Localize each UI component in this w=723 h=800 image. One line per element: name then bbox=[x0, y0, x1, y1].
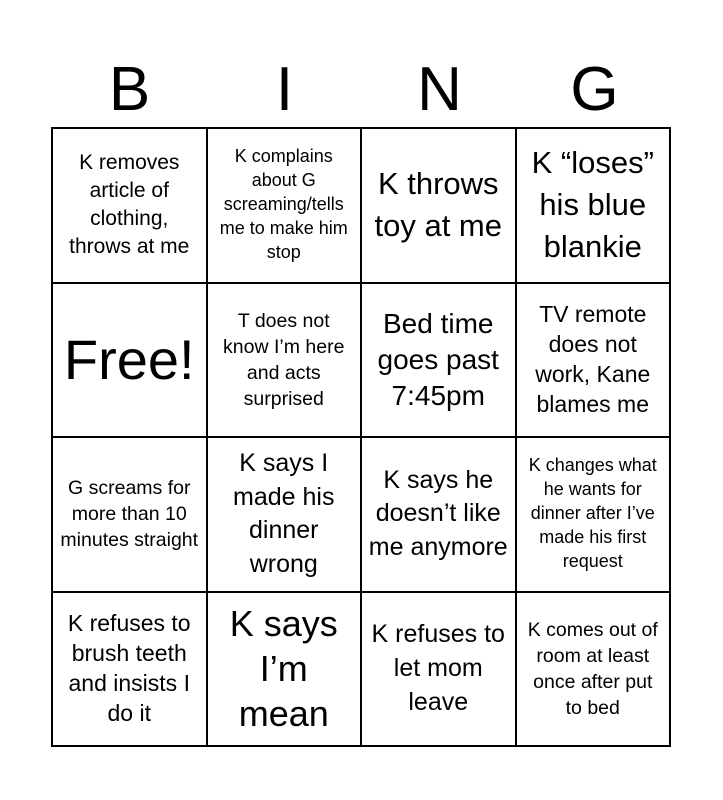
bingo-cell-r1c2[interactable]: K complains about G screaming/tells me to make him stop bbox=[207, 128, 362, 283]
bingo-cell-r3c4[interactable]: K changes what he wants for dinner after I’ve made his first request bbox=[516, 437, 671, 592]
bingo-cell-r4c2[interactable]: K says I’m mean bbox=[207, 592, 362, 747]
bingo-cell-free[interactable]: Free! bbox=[52, 283, 207, 438]
bingo-cell-r3c2[interactable]: K says I made his dinner wrong bbox=[207, 437, 362, 592]
bingo-cell-r1c3[interactable]: K throws toy at me bbox=[361, 128, 516, 283]
header-letter-b: B bbox=[108, 55, 151, 124]
bingo-board bbox=[51, 127, 671, 747]
header-letter-n: N bbox=[417, 55, 462, 124]
bingo-cell-r3c1[interactable]: G screams for more than 10 minutes straight bbox=[52, 437, 207, 592]
bingo-cell-r1c4[interactable]: K “loses” his blue blankie bbox=[516, 128, 671, 283]
header-letter-g: G bbox=[570, 55, 619, 124]
header-letter-i: I bbox=[275, 55, 294, 124]
bingo-cell-r3c3[interactable]: K says he doesn’t like me anymore bbox=[361, 437, 516, 592]
bingo-cell-r4c3[interactable]: K refuses to let mom leave bbox=[361, 592, 516, 747]
bingo-header bbox=[52, 55, 672, 125]
bingo-cell-r4c1[interactable]: K refuses to brush teeth and insists I do it bbox=[52, 592, 207, 747]
bingo-cell-r2c4[interactable]: TV remote does not work, Kane blames me bbox=[516, 283, 671, 438]
bingo-cell-r4c4[interactable]: K comes out of room at least once after put to bed bbox=[516, 592, 671, 747]
bingo-cell-r1c1[interactable]: K removes article of clothing, throws at me bbox=[52, 128, 207, 283]
bingo-cell-r2c3[interactable]: Bed time goes past 7:45pm bbox=[361, 283, 516, 438]
bingo-cell-r2c2[interactable]: T does not know I’m here and acts surprised bbox=[207, 283, 362, 438]
